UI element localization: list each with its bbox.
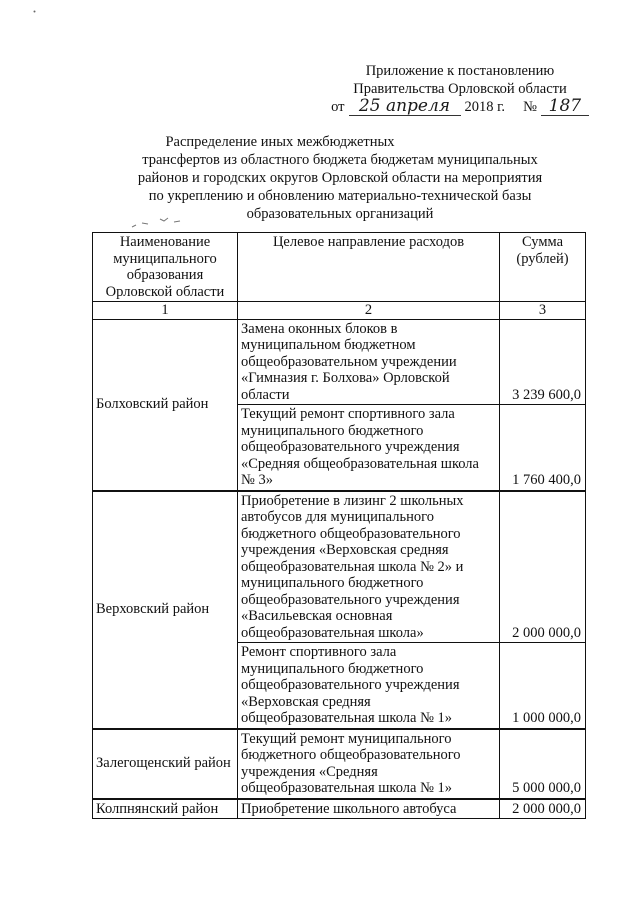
table-row [93, 799, 586, 819]
amount-cell: 2 000 000,0 [500, 799, 586, 819]
amount-cell: 3 239 600,0 [500, 319, 586, 405]
decree-date-line [330, 98, 590, 116]
number-label: № [523, 99, 537, 115]
title-line-1: Распределение иных межбюджетных [165, 134, 395, 150]
amount-cell: 2 000 000,0 [500, 491, 586, 643]
title-line-4: по укреплению и обновлению материально-технической базы [148, 188, 532, 204]
purpose-cell: Приобретение в лизинг 2 школьных автобусов для муниципального бюджетного общеобразовательного учреждения «Верховская средняя общеобразовательная школа № 2» и муниципального бюджетного общеобразовательного учреждения «Васильевская основная общеобразовательная школа» [238, 491, 500, 643]
from-label: от [331, 99, 345, 115]
district-name: Колпнянский район [93, 799, 238, 819]
transfers-table [92, 232, 586, 819]
district-name: Болховский район [93, 319, 238, 491]
amount-cell: 1 000 000,0 [500, 643, 586, 729]
handwritten-date: 25 апреля [349, 98, 461, 116]
title-line-5: образовательных организаций [246, 206, 434, 222]
purpose-cell: Приобретение школьного автобуса [238, 799, 500, 819]
scan-marks [130, 215, 190, 229]
purpose-cell: Ремонт спортивного зала муниципального бюджетного общеобразовательного учреждения «Верховская средняя общеобразовательная школа № 1» [238, 643, 500, 729]
table-row [93, 491, 586, 643]
district-name: Залегощенский район [93, 729, 238, 799]
header-municipality: Наименование муниципального образования Орловской области [93, 233, 238, 302]
scan-speck [33, 10, 36, 13]
appendix-header [330, 62, 590, 116]
column-number-row [93, 302, 586, 320]
table-row [93, 319, 586, 405]
appendix-line-2: Правительства Орловской области [353, 81, 567, 97]
district-name: Верховский район [93, 491, 238, 729]
title-line-2: трансфертов из областного бюджета бюджетам муниципальных [142, 152, 538, 168]
title-line-3: районов и городских округов Орловской области на мероприятия [137, 170, 543, 186]
purpose-cell: Замена оконных блоков в муниципальном бюджетном общеобразовательном учреждении «Гимназия г. Болхова» Орловской области [238, 319, 500, 405]
amount-cell: 1 760 400,0 [500, 405, 586, 491]
amount-cell: 5 000 000,0 [500, 729, 586, 799]
appendix-line-1: Приложение к постановлению [365, 63, 555, 79]
year-label: 2018 г. [464, 99, 506, 115]
document-title [90, 133, 590, 223]
table-header-row [93, 233, 586, 302]
table-row [93, 729, 586, 799]
header-amount: Сумма (рублей) [500, 233, 586, 302]
header-purpose: Целевое направление расходов [238, 233, 500, 302]
purpose-cell: Текущий ремонт спортивного зала муниципального бюджетного общеобразовательного учреждения «Средняя общеобразовательная школа № 3» [238, 405, 500, 491]
purpose-cell: Текущий ремонт муниципального бюджетного общеобразовательного учреждения «Средняя общеобразовательная школа № 1» [238, 729, 500, 799]
handwritten-number: 187 [541, 98, 589, 116]
column-number: 1 [93, 302, 238, 320]
column-number: 3 [500, 302, 586, 320]
column-number: 2 [238, 302, 500, 320]
